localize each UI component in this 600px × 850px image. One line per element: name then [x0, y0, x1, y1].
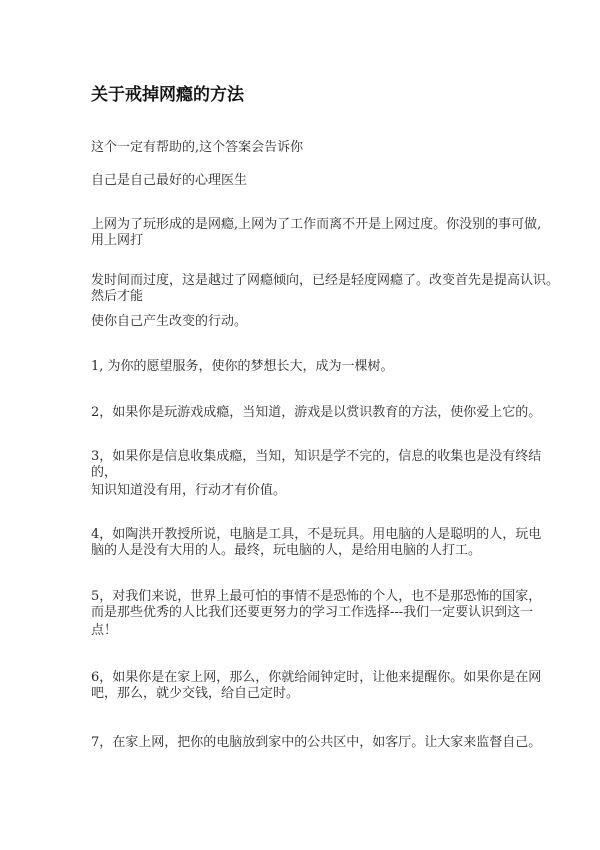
- intro-line: 自己是自己最好的心理医生: [91, 173, 248, 188]
- list-item-3-line: 知识知道没有用，行动才有价值。: [91, 483, 287, 498]
- paragraph-line: 用上网打: [91, 233, 144, 248]
- intro-line: 这个一定有帮助的,这个答案会告诉你: [91, 140, 304, 155]
- paragraph-line: 发时间而过度，这是越过了网瘾倾向，已经是轻度网瘾了。改变首先是提高认识。: [91, 273, 560, 288]
- list-item-4: 4，如陶洪开教授所说，电脑是工具，不是玩具。用电脑的人是聪明的人，玩电: [91, 527, 542, 542]
- document-title: 关于戒掉网瘾的方法: [91, 85, 244, 105]
- list-item-2: 2，如果你是玩游戏成瘾，当知道，游戏是以赏识教育的方法，使你爱上它的。: [91, 405, 542, 420]
- list-item-5-line: 而是那些优秀的人比我们还要更努力的学习工作选择---我们一定要认识到这一: [91, 605, 534, 620]
- list-item-6-line: 吧，那么，就少交钱，给自己定时。: [91, 686, 300, 701]
- list-item-5-line: 点！: [91, 623, 118, 638]
- list-item-7: 7，在家上网，把你的电脑放到家中的公共区中，如客厅。让大家来监督自己。: [91, 735, 542, 750]
- list-item-6: 6，如果你是在家上网，那么，你就给闹钟定时，让他来提醒你。如果你是在网: [91, 670, 542, 685]
- paragraph-line: 然后才能: [91, 289, 144, 304]
- paragraph-line: 使你自己产生改变的行动。: [91, 314, 248, 329]
- list-item-1: 1, 为你的愿望服务，使你的梦想长大，成为一棵树。: [91, 359, 394, 374]
- list-item-3: 3，如果你是信息收集成瘾，当知，知识是学不完的，信息的收集也是没有终结: [91, 449, 542, 464]
- paragraph-line: 上网为了玩形成的是网瘾,上网为了工作而离不开是上网过度。你没别的事可做,: [91, 217, 542, 232]
- list-item-3-line: 的，: [91, 465, 118, 480]
- list-item-5: 5，对我们来说，世界上最可怕的事情不是恐怖的个人，也不是那恐怖的国家，: [91, 589, 542, 604]
- list-item-4-line: 脑的人是没有大用的人。最终，玩电脑的人，是给用电脑的人打工。: [91, 543, 482, 558]
